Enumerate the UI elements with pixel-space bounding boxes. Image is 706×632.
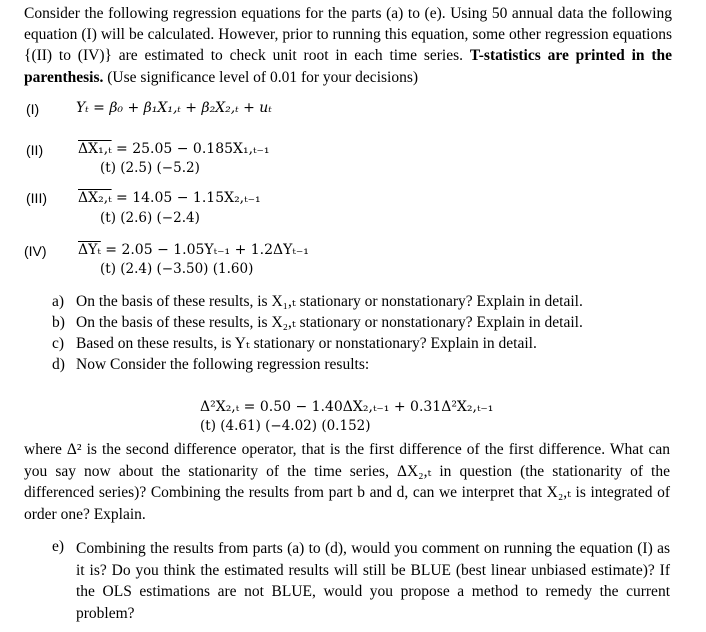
question-item xyxy=(52,354,672,375)
question-text: Now Consider the following regression results: xyxy=(76,356,370,373)
part-d-paragraph: where Δ² is the second difference operator, that is the first difference of the first difference. What can you say now about the stationarity of the time series, ΔX₂,ₜ in question (the stationarity of the differenced series)? Combining the results from part b and d, can we interpret that X₂,ₜ is integrated of order one? Explain. xyxy=(24,441,670,523)
equation-label: (III) xyxy=(26,190,47,206)
intro-text-1: Consider the following regression equations for the parts (a) to (e). Using 50 annual data the following equation (I) will be calculated. However, prior to running this equation, some other regression equations {(II) to (IV)} are estimated to check unit root in each time series. xyxy=(24,5,672,65)
equation-formula xyxy=(78,242,309,258)
question-text: Based on these results, is Yₜ stationary or nonstationary? Explain in detail. xyxy=(76,335,537,352)
question-list xyxy=(52,291,672,375)
equation-rhs: = 2.05 − 1.05Yₜ₋₁ + 1.2ΔYₜ₋₁ xyxy=(100,242,309,258)
equation-rhs: = 25.05 − 0.185X₁,ₜ₋₁ xyxy=(111,141,270,157)
equation-tstats: (t) (2.6) (−2.4) xyxy=(100,210,200,226)
intro-text-2: (Use significance level of 0.01 for your decisions) xyxy=(103,68,419,86)
intro-text-bold: T-statistics are printed in the parenthesis. xyxy=(24,47,673,86)
second-difference-equation: Δ²X₂,ₜ = 0.50 − 1.40ΔX₂,ₜ₋₁ + 0.31Δ²X₂,ₜ₋₁ xyxy=(200,399,494,415)
equation-lhs: $\overline{\Delta Y_t}$ xyxy=(78,242,101,258)
intro-paragraph xyxy=(24,3,672,88)
equation-formula: Yₜ = β₀ + β₁X₁,ₜ + β₂X₂,ₜ + uₜ xyxy=(76,100,272,116)
question-letter: c) xyxy=(52,335,65,352)
equation-formula xyxy=(78,141,270,157)
question-item xyxy=(52,333,672,354)
equation-lhs: ΔX₂,ₜ xyxy=(78,190,112,206)
question-text: On the basis of these results, is X₂,ₜ stationary or nonstationary? Explain in detail. xyxy=(76,314,583,331)
question-e-text: Combining the results from parts (a) to (d), would you comment on running the equation (I) as it is? Do you think the estimated results will still be BLUE (best linear unbiased estimate)? If the OLS estimations are not BLUE, would you propose a method to remedy the current problem? xyxy=(76,540,670,622)
question-item xyxy=(52,291,672,312)
equation-label: (IV) xyxy=(24,243,47,259)
question-letter: e) xyxy=(52,538,65,555)
question-text: On the basis of these results, is X₁,ₜ stationary or nonstationary? Explain in detail. xyxy=(76,293,583,310)
question-letter: b) xyxy=(52,314,65,331)
second-difference-tstats: (t) (4.61) (−4.02) (0.152) xyxy=(200,418,371,434)
equation-label: (II) xyxy=(26,142,44,158)
equation-rhs: = 14.05 − 1.15X₂,ₜ₋₁ xyxy=(111,190,261,206)
equation-tstats: (t) (2.4) (−3.50) (1.60) xyxy=(100,261,254,277)
equation-formula xyxy=(78,190,261,206)
equation-label: (I) xyxy=(26,101,40,117)
equation-tstats: (t) (2.5) (−5.2) xyxy=(100,160,200,176)
question-letter: a) xyxy=(52,293,65,310)
question-letter: d) xyxy=(52,356,65,373)
question-item xyxy=(52,312,672,333)
equation-lhs: ΔX₁,ₜ xyxy=(78,141,112,157)
